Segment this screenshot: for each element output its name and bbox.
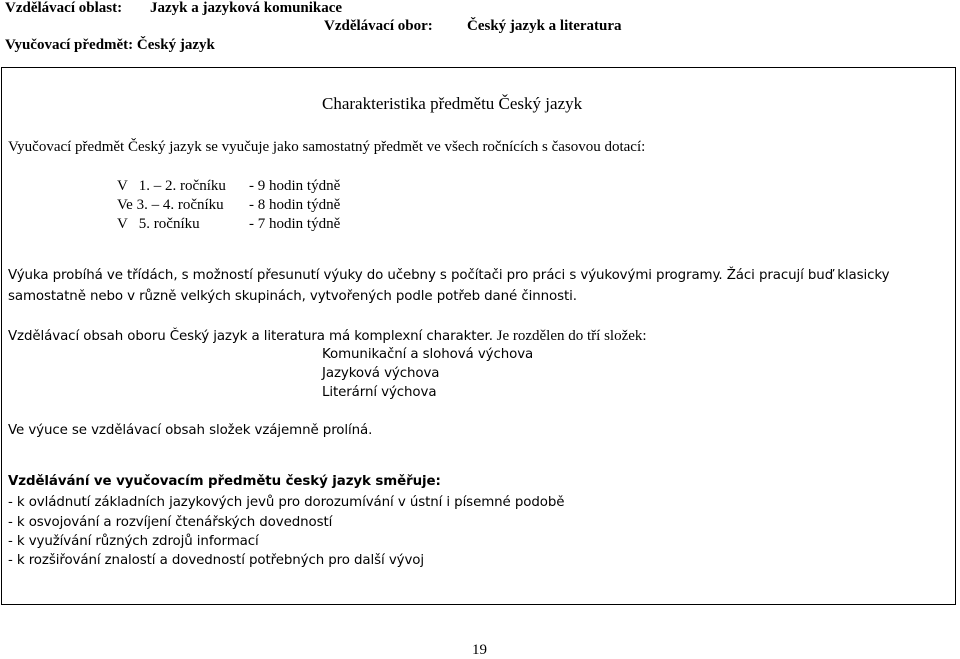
hours-grade-2: Ve 3. – 4. ročníku: [117, 197, 224, 213]
aim-item-1: - k ovládnutí základních jazykových jevů pro dorozumívání v ústní i písemné podobě: [8, 495, 565, 510]
hours-value-2: - 8 hodin týdně: [249, 197, 341, 213]
hours-value-1: - 9 hodin týdně: [249, 178, 341, 194]
aim-item-4: - k rozšiřování znalostí a dovedností potřebných pro další vývoj: [8, 553, 424, 568]
subject-label: Vyučovací předmět: Český jazyk: [5, 37, 215, 53]
aim-item-3: - k využívání různých zdrojů informací: [8, 534, 259, 549]
field-label: Vzdělávací obor:: [324, 18, 433, 34]
content-intro: [8, 327, 647, 345]
content-intro-b: Je rozdělen do tří složek:: [492, 328, 647, 344]
aims-heading: Vzdělávání ve vyučovacím předmětu český jazyk směřuje:: [8, 474, 441, 489]
hours-grade-3: V 5. ročníku: [117, 216, 200, 232]
page-number: 19: [472, 642, 487, 658]
hours-value-3: - 7 hodin týdně: [249, 216, 341, 232]
component-2: Jazyková výchova: [322, 366, 440, 381]
component-3: Literární výchova: [322, 385, 437, 400]
area-value: Jazyk a jazyková komunikace: [150, 0, 343, 16]
hours-grade-1: V 1. – 2. ročníku: [117, 178, 226, 194]
aim-item-2: - k osvojování a rozvíjení čtenářských dovedností: [8, 515, 333, 530]
area-label: Vzdělávací oblast:: [5, 0, 123, 16]
field-value: Český jazyk a literatura: [467, 18, 622, 34]
teaching-text-line-1: Výuka probíhá ve třídách, s možností přesunutí výuky do učebny s počítači pro práci s výukovými programy. Žáci pracují buď klasicky: [8, 268, 890, 283]
component-1: Komunikační a slohová výchova: [322, 347, 534, 362]
section-title: Charakteristika předmětu Český jazyk: [322, 94, 583, 113]
content-intro-a: Vzdělávací obsah oboru Český jazyk a literatura má komplexní charakter.: [8, 329, 493, 344]
teaching-text-line-2: samostatně nebo v různě velkých skupinách, vytvořených podle potřeb dané činnosti.: [8, 289, 577, 304]
intro-text: Vyučovací předmět Český jazyk se vyučuje jako samostatný předmět ve všech ročnících s časovou dotací:: [8, 139, 646, 155]
interweave-text: Ve výuce se vzdělávací obsah složek vzájemně prolíná.: [8, 423, 373, 438]
